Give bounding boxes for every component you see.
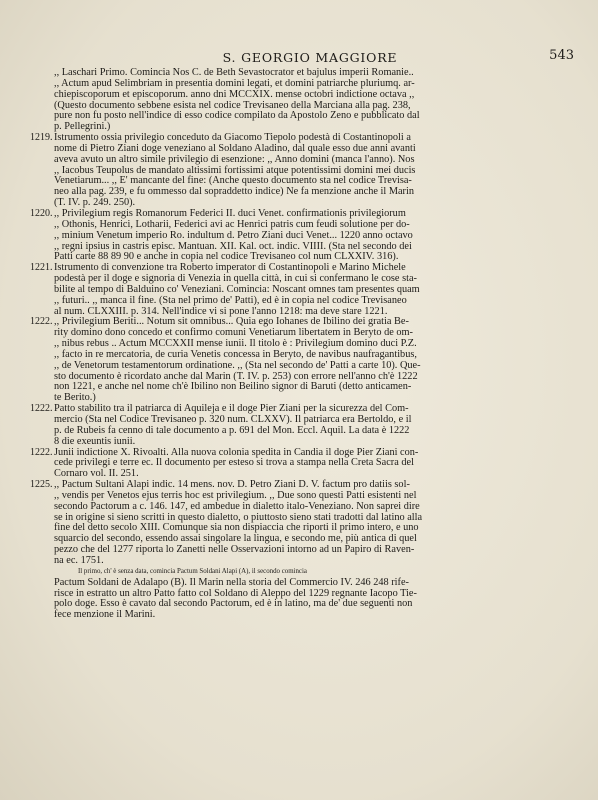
entry-line: Patto stabilito tra il patriarca di Aquileja e il doge Pier Ziani per la sicurezza del Com- [54, 403, 409, 415]
entry-line: ,, Privilegium regis Romanorum Federici II. duci Venet. confirmationis privilegiorum [54, 207, 406, 219]
entry-line: al num. CLXXIII. p. 314. Nell'indice vi si pone l'anno 1218: ma deve stare 1221. [54, 305, 388, 317]
entry-line: Patti carte 88 89 90 e anche in copia nel codice Trevisaneo col num CLXXIV. 316). [54, 251, 399, 263]
entry-line: fine del detto secolo XIII. Comunque sia non dispiaccia che riporti il primo intero, e uno [54, 522, 419, 534]
entry-line: pure non fu posto nell'indice di esso codice compilato da Apostolo Zeno e pubblicato dal [54, 110, 420, 122]
entry-line: (Questo documento sebbene esista nel codice Trevisaneo della Marciana alla pag. 238, [54, 99, 411, 111]
entry-line: non 1221, e anche nel nome ch'è Ibilino non Beilino signor di Baruti (detto anticamen- [54, 381, 412, 393]
entry-year: 1222. [30, 446, 53, 458]
entry-line: nome di Pietro Ziani doge veneziano al Soldano Aladino, dal quale esso due anni avanti [54, 142, 416, 154]
entry-line: ,, facto in re mercatoria, de curia Venetis concessa in Beryto, de navibus naufragantibus, [54, 348, 417, 360]
entry-year: 1225. [30, 479, 53, 491]
entry-line: aveva avuto un altro simile privilegio di esenzione: ,, Anno domini (manca l'anno). Nos [54, 153, 415, 165]
document-entry [30, 480, 582, 567]
document-entry [30, 209, 582, 263]
document-entry [30, 263, 582, 317]
entry-line: se in origine si sieno scritti in questo dialetto, o piuttosto sieno stati tradotti dal latino alla [54, 511, 423, 523]
running-title: S. GEORGIO MAGGIORE [222, 50, 398, 65]
entry-line: ,, Laschari Primo. Comincia Nos C. de Beth Sevastocrator et bajulus imperii Romanie.. [54, 67, 414, 78]
entry-line: ,, regni ipsius in castris episc. Mantuan. XII. Kal. oct. indic. VIIII. (Sta nel secondo dei [54, 240, 412, 252]
closing-paragraph [30, 567, 582, 621]
entry-year: 1219. [30, 132, 53, 144]
entry-line: ,, Privilegium Beriti... Notum sit omnibus... Quia ego Iohanes de Ibilino dei gratia Be- [54, 316, 409, 328]
entry-line: cede privilegi e terre ec. Il documento per esteso si trova a stampa nella Creta Sacra del [54, 457, 414, 469]
entry-line: Istrumento di convenzione tra Roberto imperator di Costantinopoli e Marino Michele [54, 262, 406, 274]
page-number: 543 [549, 48, 574, 63]
entry-line: sto documento è ricordato anche dal Marin (T. IV. p. 253) con errore nell'anno ch'è 1222 [54, 370, 418, 382]
document-entry [30, 68, 582, 133]
entry-year: 1222. [30, 316, 53, 328]
entry-line: bilite al tempo di Balduino co' Veneziani. Comincia: Noscant omnes tam presentes quam [54, 283, 420, 295]
entry-year: 1220. [30, 207, 53, 219]
entry-line: chiepiscoporum et episcoporum. anno dni MCCXIX. mense octobri indictione octava ,, [54, 88, 415, 100]
entry-line: Istrumento ossia privilegio conceduto da Giacomo Tiepolo podestà di Costantinopoli a [54, 132, 411, 144]
entry-line: (T. IV. p. 249. 250). [54, 197, 136, 209]
entry-line: podestà per il doge e signoria di Venezia in quella città, in cui si confermano le cose sta- [54, 273, 417, 285]
entry-line: ,, Iacobus Teupolus de mandato altissimi fortissimi atque potentissimi domini mei ducis [54, 164, 416, 176]
entry-year: 1222. [30, 403, 53, 415]
entry-line: ,, vendis per Venetos ejus terris hoc est privilegium. ,, Due sono questi Patti esistenti nel [54, 489, 417, 501]
entry-line: rity domino dono concedo et confirmo comuni Venetiarum libertatem in Beryto de om- [54, 327, 413, 339]
document-entry [30, 317, 582, 404]
entry-line: ,, Pactum Sultani Alapi indic. 14 mens. nov. D. Petro Ziani D. V. factum pro datiis sol- [54, 479, 410, 491]
entry-line: secondo Pactorum a c. 146. 147, ed ambedue in dialetto italo-Veneziano. Non saprei dire [54, 500, 420, 512]
entry-line: Junii indictione X. Rivoalti. Alla nuova colonia spedita in Candia il doge Pier Ziani con- [54, 446, 419, 458]
entry-line: ,, Actum apud Selimbriam in presentia domini legati, et domini patriarche pluriumq. ar- [54, 77, 415, 89]
entry-line: p. Pellegrini.) [54, 121, 111, 133]
entry-line: Venetiarum... ,, E' mancante del fine: (Anche questo documento sta nel codice Trevisa- [54, 175, 412, 187]
page-body [30, 68, 582, 621]
paragraph-line: Il primo, ch' è senza data, comincia Pactum Soldani Alapi (A), il secondo comincia [78, 567, 307, 575]
entry-line: 8 die exeuntis iunii. [54, 435, 136, 447]
entry-line: p. de Rubeis fa cenno di tale documento a p. 691 del Mon. Eccl. Aquil. La data è 1222 [54, 424, 410, 436]
entry-line: ,, minium Venetum imperio Ro. indultum d. Petro Ziani duci Venet... 1220 anno octavo [54, 229, 413, 241]
entry-line: pezzo che del 1277 riporta lo Zanetti nelle Osservazioni intorno ad un Papiro di Raven- [54, 544, 415, 556]
page-header [46, 50, 574, 66]
entry-line: te Berito.) [54, 392, 96, 404]
entry-line: ,, de Venetorum testamentorum ordinatione. ,, (Sta nel secondo de' Patti a carte 10). Que- [54, 359, 421, 371]
entry-year: 1221. [30, 262, 53, 274]
paragraph-line: Pactum Soldani de Adalapo (B). Il Marin nella storia del Commercio IV. 246 248 rife- [54, 576, 409, 588]
document-entry [30, 133, 582, 209]
entry-line: neo alla pag. 239, e fu ommesso dal sopraddetto indice) Ne fa menzione anche il Marin [54, 186, 414, 198]
document-entry [30, 448, 582, 481]
paragraph-line: risce in estratto un altro Patto fatto col Soldano di Aleppo del 1229 regnante Iacopo Tie- [54, 587, 417, 599]
paragraph-line: fece menzione il Marini. [54, 609, 156, 621]
entry-line: mercio (Sta nel Codice Trevisaneo p. 320 num. CLXXV). Il patriarca era Bertoldo, e il [54, 414, 412, 425]
entry-line: ,, nibus rebus .. Actum MCCXXII mense iunii. Il titolo è : Privilegium domino duci P.Z. [54, 338, 417, 350]
entry-line: na ec. 1751. [54, 554, 104, 566]
entry-line: squarcio del secondo, essendo assai singolare la lingua, e secondo me, più antica di quel [54, 533, 417, 545]
entry-line: ,, futuri.. ,, manca il fine. (Sta nel primo de' Patti), ed è in copia nel codice Trevisaneo [54, 294, 407, 306]
entry-line: Cornaro vol. II. 251. [54, 468, 139, 480]
entry-line: ,, Othonis, Henrici, Lotharii, Federici avi ac Henrici patris cum feudi solutione per do- [54, 218, 410, 230]
document-entry [30, 404, 582, 447]
paragraph-line: polo doge. Esso è cavato dal secondo Pactorum, ed è in latino, ma de' due seguenti non [54, 598, 413, 610]
